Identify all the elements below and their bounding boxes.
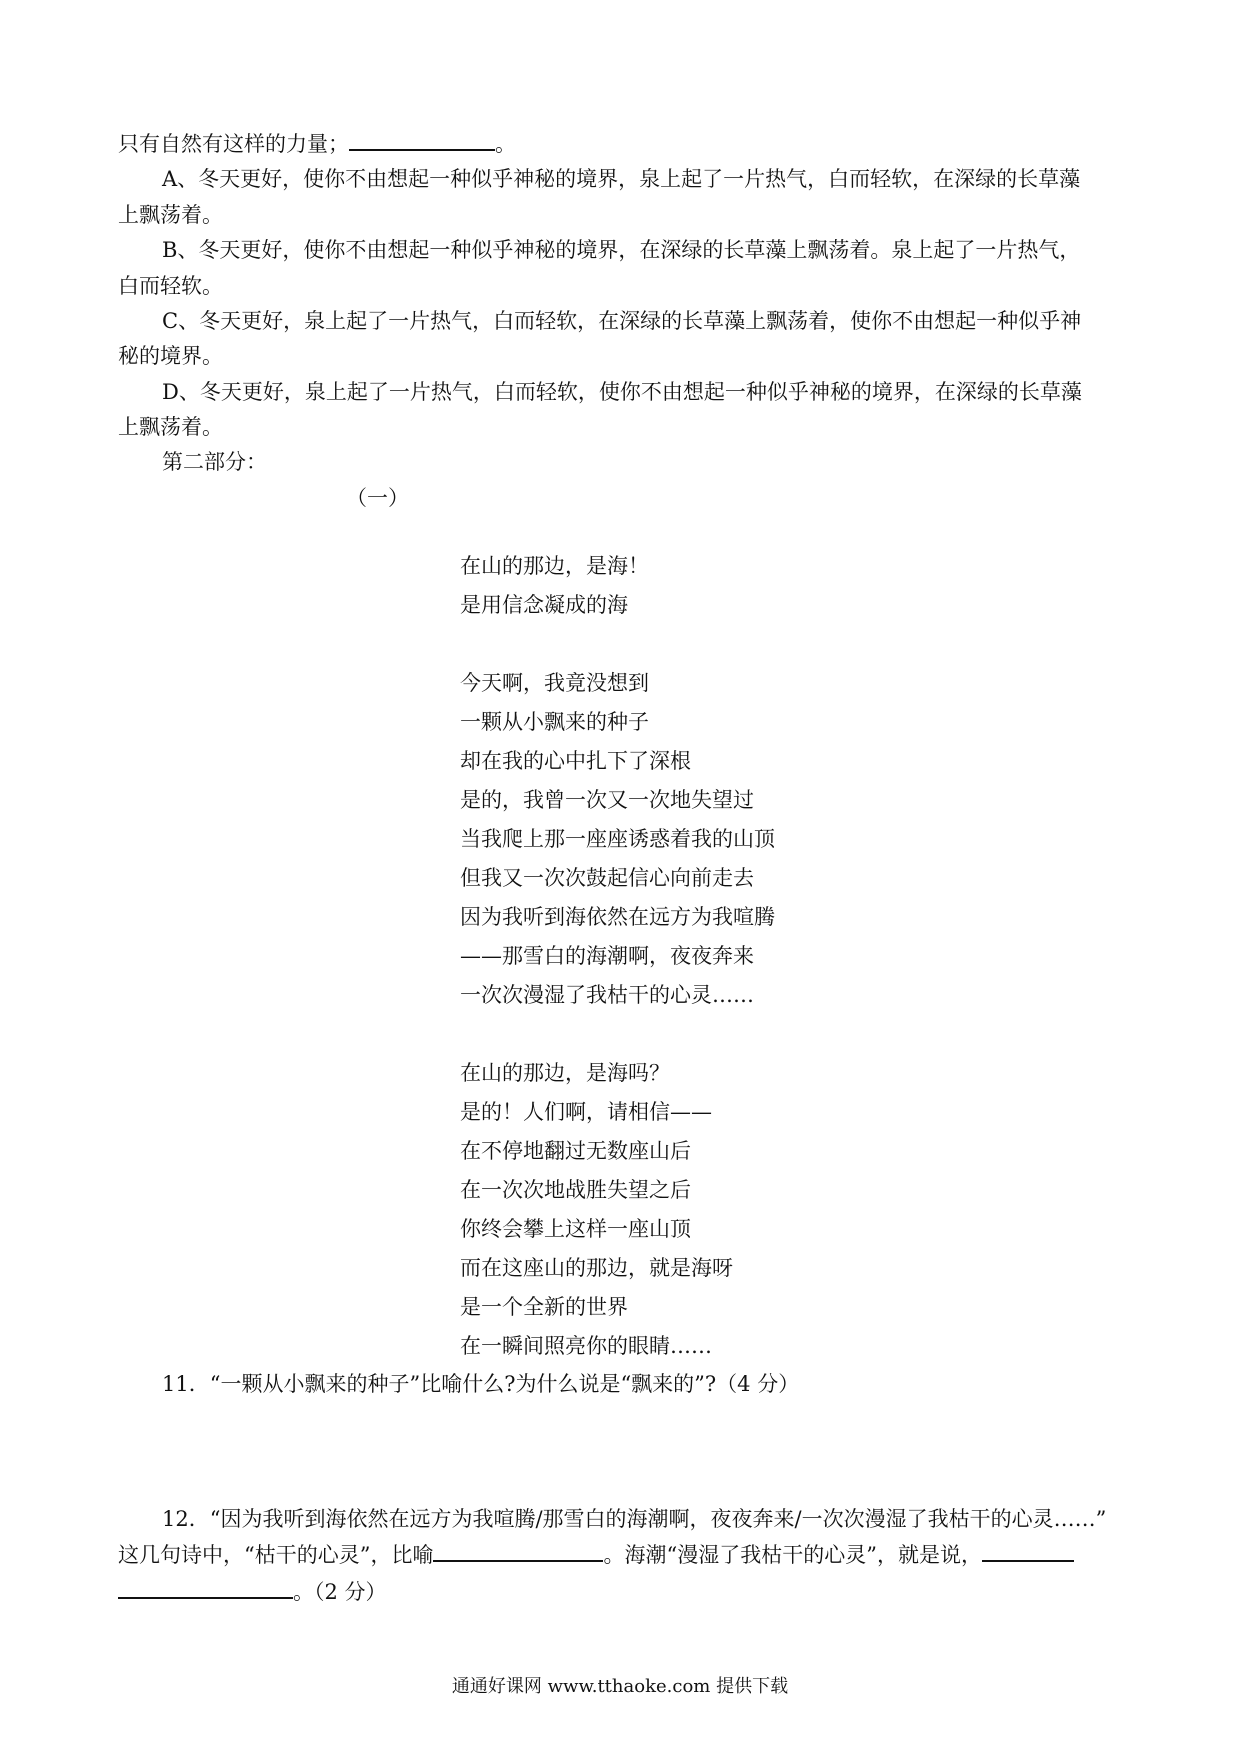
answer-blank[interactable]	[982, 1540, 1074, 1562]
footer: 通通好课网 www.tthaoke.com 提供下载	[451, 1676, 789, 1697]
question-12-text-a: 这几句诗中，“枯干的心灵”，比喻	[118, 1543, 434, 1567]
question-12-text-b: 。海潮“漫湿了我枯干的心灵”，就是说，	[603, 1543, 982, 1567]
poem-line: 而在这座山的那边，就是海呀	[460, 1256, 733, 1280]
answer-blank[interactable]	[433, 1540, 603, 1562]
question-11: 11．“一颗从小飘来的种子”比喻什么?为什么说是“飘来的”?（4 分）	[162, 1372, 800, 1396]
poem-line: 是用信念凝成的海	[460, 593, 628, 617]
intro-line	[118, 129, 516, 159]
poem-line: 在山的那边，是海！	[460, 554, 649, 578]
option-b-line2: 白而轻软。	[118, 274, 223, 298]
answer-blank[interactable]	[118, 1577, 293, 1599]
option-c-line2: 秘的境界。	[118, 344, 223, 368]
option-a-line1: A、冬天更好，使你不由想起一种似乎神秘的境界，泉上起了一片热气，白而轻软，在深绿的长草藻	[162, 167, 1081, 191]
question-12-line3	[118, 1577, 387, 1607]
poem-line: 却在我的心中扎下了深根	[460, 749, 691, 773]
poem-line: 是的！人们啊，请相信——	[460, 1100, 712, 1124]
poem-line: 在一瞬间照亮你的眼睛……	[460, 1334, 712, 1358]
option-b-line1: B、冬天更好，使你不由想起一种似乎神秘的境界，在深绿的长草藻上飘荡着。泉上起了一片热气，	[162, 238, 1081, 262]
poem-line: 但我又一次次鼓起信心向前走去	[460, 866, 754, 890]
poem-line: 是的，我曾一次又一次地失望过	[460, 788, 754, 812]
question-12-line2	[118, 1540, 1074, 1570]
option-a-line2: 上飘荡着。	[118, 203, 223, 227]
poem-line: 一次次漫湿了我枯干的心灵……	[460, 983, 754, 1007]
intro-text: 只有自然有这样的力量；	[118, 132, 349, 156]
option-c-line1: C、冬天更好，泉上起了一片热气，白而轻软，在深绿的长草藻上飘荡着，使你不由想起一种似乎神	[162, 309, 1082, 333]
poem-line: 一颗从小飘来的种子	[460, 710, 649, 734]
poem-line: 在不停地翻过无数座山后	[460, 1139, 691, 1163]
poem-line: 因为我听到海依然在远方为我喧腾	[460, 905, 775, 929]
question-12-line1: 12．“因为我听到海依然在远方为我喧腾/那雪白的海潮啊，夜夜奔来/一次次漫湿了我枯干的心灵……”	[162, 1507, 1107, 1531]
poem-line: ——那雪白的海潮啊，夜夜奔来	[460, 944, 754, 968]
poem-line: 在山的那边，是海吗？	[460, 1061, 670, 1085]
poem-line: 在一次次地战胜失望之后	[460, 1178, 691, 1202]
question-12-end: 。（2 分）	[293, 1580, 387, 1604]
poem-line: 你终会攀上这样一座山顶	[460, 1217, 691, 1241]
poem-line: 当我爬上那一座座诱惑着我的山顶	[460, 827, 775, 851]
intro-end: 。	[495, 132, 516, 156]
part2-title: 第二部分：	[162, 450, 267, 474]
section-label: （一）	[346, 486, 409, 510]
answer-blank[interactable]	[349, 129, 495, 151]
poem-line: 是一个全新的世界	[460, 1295, 628, 1319]
option-d-line1: D、冬天更好，泉上起了一片热气，白而轻软，使你不由想起一种似乎神秘的境界，在深绿的长草藻	[162, 380, 1082, 404]
poem-line: 今天啊，我竟没想到	[460, 671, 649, 695]
option-d-line2: 上飘荡着。	[118, 415, 223, 439]
